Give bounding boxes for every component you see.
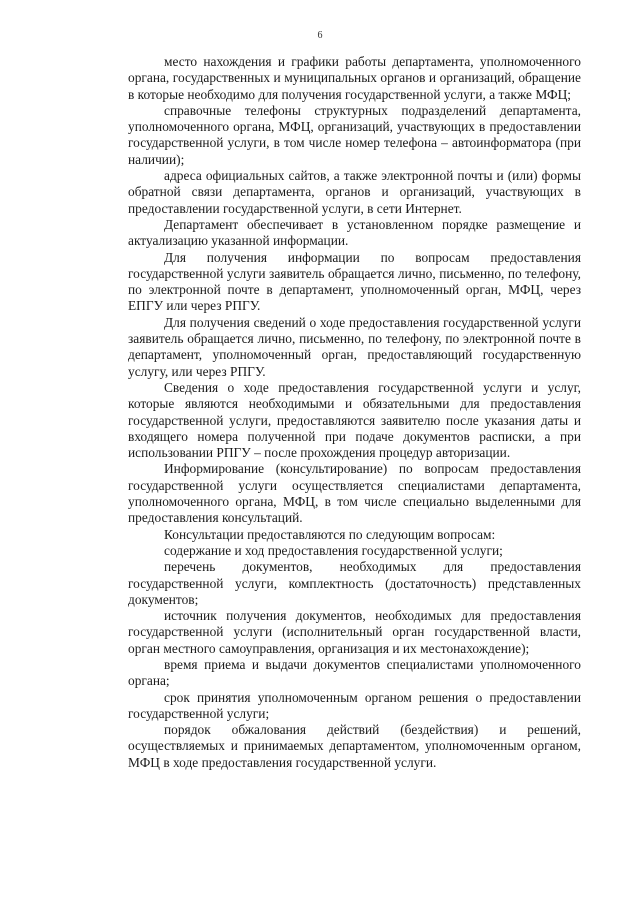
paragraph-topic-appeal: порядок обжалования действий (бездействия) и решений, осуществляемых и принимаемых департаментом, уполномоченным органом, МФЦ в ходе предоставления государственной услуги. xyxy=(128,722,581,770)
page-number: 6 xyxy=(317,30,323,41)
paragraph-topic-sources: источник получения документов, необходимых для предоставления государственной услуги (исполнительный орган государственной власти, орган местного самоуправления, организация и их местонахождение); xyxy=(128,608,581,656)
paragraph-official-websites: адреса официальных сайтов, а также электронной почты и (или) формы обратной связи департамента, органов и организаций, участвующих в предоставлении государственной услуги, в сети Интернет. xyxy=(128,168,581,216)
paragraph-status-details: Сведения о ходе предоставления государственной услуги и услуг, которые являются необходимыми и обязательными для предоставления государственной услуги, предоставляются заявителю после указания даты и входящего номера полученной при подаче документов расписки, а при использовании РПГУ – после прохождения процедур авторизации. xyxy=(128,379,581,461)
paragraph-reference-phones: справочные телефоны структурных подразделений департамента, уполномоченного органа, МФЦ, организаций, участвующих в предоставлении государственной услуги, в том числе номер телефона – автоинформатора (при наличии); xyxy=(128,102,581,167)
paragraph-topic-documents: перечень документов, необходимых для предоставления государственной услуги, комплектность (достаточность) представленных документов; xyxy=(128,559,581,607)
paragraph-topic-reception-time: время приема и выдачи документов специалистами уполномоченного органа; xyxy=(128,656,581,689)
paragraph-information-request: Для получения информации по вопросам предоставления государственной услуги заявитель обращается лично, письменно, по телефону, по электронной почте в департамент, уполномоченный орган, МФЦ, через ЕПГУ или через РПГУ. xyxy=(128,249,581,314)
paragraph-topic-content: содержание и ход предоставления государственной услуги; xyxy=(164,542,503,558)
document-body xyxy=(128,54,581,771)
paragraph-consultation-topics: Консультации предоставляются по следующим вопросам: xyxy=(164,526,496,542)
paragraph-office-locations: место нахождения и графики работы департамента, уполномоченного органа, государственных и муниципальных органов и организаций, обращение в которые необходимо для получения государственной услуги, а также МФЦ; xyxy=(128,54,581,102)
paragraph-topic-decision-term: срок принятия уполномоченным органом решения о предоставлении государственной услуги; xyxy=(128,689,581,721)
paragraph-department-placement: Департамент обеспечивает в установленном порядке размещение и актуализацию указанной информации. xyxy=(128,216,581,249)
paragraph-status-request: Для получения сведений о ходе предоставления государственной услуги заявитель обращается лично, письменно, по телефону, по электронной почте в департамент, уполномоченный орган, предоставляющий государственную услугу, или через РПГУ. xyxy=(128,314,581,379)
paragraph-consulting: Информирование (консультирование) по вопросам предоставления государственной услуги осуществляется специалистами департамента, уполномоченного органа, МФЦ, в том числе специально выделенными для предоставления консультаций. xyxy=(128,461,581,526)
